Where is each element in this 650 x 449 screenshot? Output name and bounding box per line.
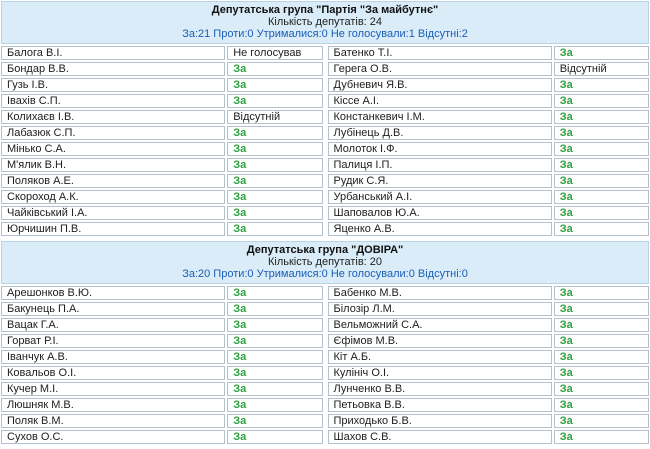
vote-value: Відсутній (227, 110, 322, 124)
deputy-name: Мінько С.А. (1, 142, 225, 156)
vote-value: За (554, 174, 649, 188)
vote-value: За (554, 398, 649, 412)
deputy-name: Дубневич Я.В. (328, 78, 552, 92)
deputy-name: Сухов О.С. (1, 430, 225, 444)
deputy-row (1, 430, 323, 444)
deputy-name: Молоток І.Ф. (328, 142, 552, 156)
deputy-row (1, 206, 323, 220)
deputy-row (1, 350, 323, 364)
deputy-name: Горват Р.І. (1, 334, 225, 348)
deputy-row (328, 350, 650, 364)
deputy-name: Кіссе А.І. (328, 94, 552, 108)
vote-value: За (554, 286, 649, 300)
vote-value: Відсутній (554, 62, 649, 76)
deputy-row (1, 126, 323, 140)
deputy-row (328, 126, 650, 140)
vote-value: За (227, 174, 322, 188)
vote-value: За (227, 142, 322, 156)
deputy-name: Шаповалов Ю.А. (328, 206, 552, 220)
vote-value: За (554, 222, 649, 236)
deputy-name: Бакунець П.А. (1, 302, 225, 316)
vote-value: За (554, 142, 649, 156)
deputy-name: Вельможний С.А. (328, 318, 552, 332)
vote-value: За (554, 414, 649, 428)
vote-value: За (227, 382, 322, 396)
deputy-column-right (328, 46, 650, 238)
vote-value: За (554, 126, 649, 140)
deputy-row (1, 222, 323, 236)
deputy-name: Петьовка В.В. (328, 398, 552, 412)
deputy-name: Балога В.І. (1, 46, 225, 60)
deputy-column-left (1, 46, 323, 238)
deputy-row (328, 430, 650, 444)
deputy-name: Кіт А.Б. (328, 350, 552, 364)
deputy-columns (1, 286, 649, 446)
deputy-row (328, 142, 650, 156)
deputy-name: Арешонков В.Ю. (1, 286, 225, 300)
deputy-name: Гузь І.В. (1, 78, 225, 92)
deputy-name: Чайківський І.А. (1, 206, 225, 220)
deputy-row (1, 302, 323, 316)
deputy-row (1, 142, 323, 156)
vote-value: За (227, 318, 322, 332)
deputy-row (1, 286, 323, 300)
faction-vote-summary: За:21 Проти:0 Утрималися:0 Не голосували:1 Відсутні:2 (182, 28, 468, 40)
deputy-name: Лабазюк С.П. (1, 126, 225, 140)
deputy-column-right (328, 286, 650, 446)
vote-value: За (554, 430, 649, 444)
deputy-name: Лубінець Д.В. (328, 126, 552, 140)
deputy-name: Іванчук А.В. (1, 350, 225, 364)
vote-value: За (227, 190, 322, 204)
faction-vote-summary: За:20 Проти:0 Утрималися:0 Не голосували:0 Відсутні:0 (182, 268, 468, 280)
faction-deputy-count: Кількість депутатів: 20 (267, 256, 383, 268)
deputy-row (1, 94, 323, 108)
vote-value: За (227, 78, 322, 92)
vote-value: За (227, 62, 322, 76)
deputy-name: Івахів С.П. (1, 94, 225, 108)
deputy-name: Лунченко В.В. (328, 382, 552, 396)
vote-value: За (554, 334, 649, 348)
deputy-name: Приходько Б.В. (328, 414, 552, 428)
deputy-row (328, 158, 650, 172)
deputy-name: Кулініч О.І. (328, 366, 552, 380)
deputy-row (1, 382, 323, 396)
vote-value: За (554, 46, 649, 60)
vote-value: За (227, 414, 322, 428)
deputy-row (1, 334, 323, 348)
faction-header (1, 1, 649, 44)
deputy-name: Скороход А.К. (1, 190, 225, 204)
deputy-name: Батенко Т.І. (328, 46, 552, 60)
deputy-row (328, 94, 650, 108)
vote-value: За (227, 302, 322, 316)
deputy-name: Колихаєв І.В. (1, 110, 225, 124)
deputy-name: Констанкевич І.М. (328, 110, 552, 124)
faction-title: Депутатська група "ДОВІРА" (246, 244, 404, 256)
vote-value: За (227, 398, 322, 412)
vote-value: За (554, 382, 649, 396)
vote-value: За (554, 94, 649, 108)
deputy-name: Герега О.В. (328, 62, 552, 76)
deputy-row (328, 414, 650, 428)
deputy-name: Єфімов М.В. (328, 334, 552, 348)
deputy-row (1, 174, 323, 188)
deputy-name: Бондар В.В. (1, 62, 225, 76)
deputy-name: Поляков А.Е. (1, 174, 225, 188)
vote-value: За (227, 350, 322, 364)
deputy-row (328, 334, 650, 348)
vote-value: За (227, 158, 322, 172)
deputy-row (328, 318, 650, 332)
deputy-name: Білозір Л.М. (328, 302, 552, 316)
deputy-row (328, 302, 650, 316)
vote-value: За (227, 126, 322, 140)
deputy-name: Юрчишин П.В. (1, 222, 225, 236)
deputy-row (328, 62, 650, 76)
deputy-name: Люшняк М.В. (1, 398, 225, 412)
deputy-row (1, 414, 323, 428)
deputy-row (1, 318, 323, 332)
deputy-name: Урбанський А.І. (328, 190, 552, 204)
deputy-name: Шахов С.В. (328, 430, 552, 444)
vote-value: За (554, 366, 649, 380)
deputy-row (1, 366, 323, 380)
deputy-row (1, 46, 323, 60)
deputy-name: Палиця І.П. (328, 158, 552, 172)
vote-value: За (554, 318, 649, 332)
vote-value: За (554, 206, 649, 220)
voting-results-page (1, 1, 649, 446)
vote-value: За (554, 78, 649, 92)
vote-value: За (227, 430, 322, 444)
deputy-row (1, 398, 323, 412)
deputy-name: Кучер М.І. (1, 382, 225, 396)
deputy-row (1, 190, 323, 204)
deputy-row (328, 78, 650, 92)
deputy-row (1, 62, 323, 76)
vote-value: За (227, 286, 322, 300)
deputy-row (328, 382, 650, 396)
deputy-row (328, 206, 650, 220)
deputy-name: Бабенко М.В. (328, 286, 552, 300)
vote-value: За (227, 206, 322, 220)
vote-value: За (554, 350, 649, 364)
deputy-name: Вацак Г.А. (1, 318, 225, 332)
deputy-name: Яценко А.В. (328, 222, 552, 236)
vote-value: За (554, 158, 649, 172)
deputy-columns (1, 46, 649, 238)
deputy-row (328, 286, 650, 300)
faction-deputy-count: Кількість депутатів: 24 (267, 16, 383, 28)
vote-value: За (554, 190, 649, 204)
deputy-row (328, 46, 650, 60)
deputy-row (1, 78, 323, 92)
vote-value: Не голосував (227, 46, 322, 60)
faction-section-za-maybutnie (1, 1, 649, 238)
deputy-row (328, 190, 650, 204)
vote-value: За (227, 366, 322, 380)
faction-title: Депутатська група "Партія "За майбутнє" (211, 4, 439, 16)
deputy-column-left (1, 286, 323, 446)
deputy-row (1, 110, 323, 124)
faction-section-dovira (1, 241, 649, 446)
vote-value: За (227, 94, 322, 108)
vote-value: За (554, 302, 649, 316)
deputy-row (328, 222, 650, 236)
deputy-name: Рудик С.Я. (328, 174, 552, 188)
vote-value: За (554, 110, 649, 124)
deputy-name: Ковальов О.І. (1, 366, 225, 380)
deputy-row (328, 110, 650, 124)
deputy-row (328, 174, 650, 188)
deputy-name: Поляк В.М. (1, 414, 225, 428)
deputy-row (1, 158, 323, 172)
deputy-row (328, 398, 650, 412)
deputy-row (328, 366, 650, 380)
faction-header (1, 241, 649, 284)
vote-value: За (227, 334, 322, 348)
deputy-name: М'ялик В.Н. (1, 158, 225, 172)
vote-value: За (227, 222, 322, 236)
